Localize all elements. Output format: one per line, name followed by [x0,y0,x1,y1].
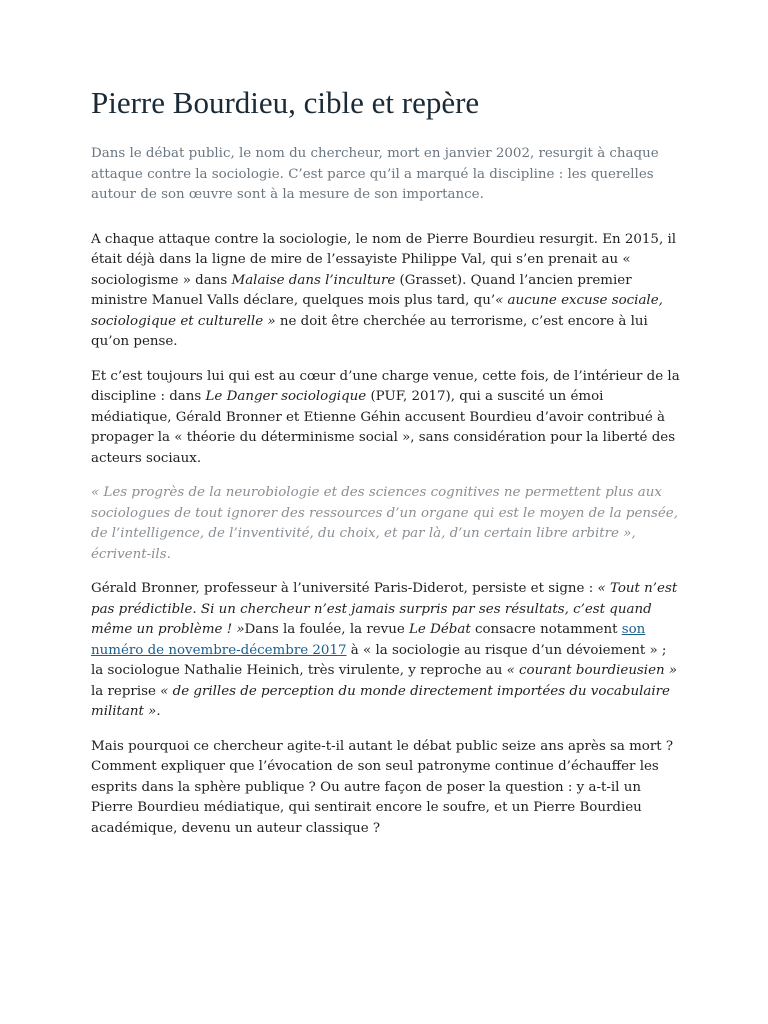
article [91,84,681,853]
paragraph-2-text-c: (PUF, 2017), qui a suscité un émoi médiatique, Gérald Bronner et Etienne Géhin accusent Bourdieu d’avoir contribué à propager la « théorie du déterminisme social », sans considération pour la liberté des acteurs sociaux. [91,389,676,466]
paragraph-5: Mais pourquoi ce chercheur agite-t-il autant le débat public seize ans après sa mort ? Comment expliquer que l’évocation de son seul patronyme continue d’échauffer les esprits dans la sphère publique ? Ou autre façon de poser la question : y a-t-il un Pierre Bourdieu médiatique, qui sentirait encore le soufre, et un Pierre Bourdieu académique, devenu un auteur classique ? [91,738,674,836]
paragraph-4 [91,579,681,723]
book-title-malaise: Malaise dans l’inculture [231,272,396,288]
paragraph-1-text-c: (Grasset). Quand l’ancien premier ministre Manuel Valls déclare, quelques mois plus tard, qu’ [91,272,632,308]
paragraph-4-text-f: à « la sociologie au risque d’un dévoiement » ; la sociologue Nathalie Heinich, très virulente, y reproche au [91,642,667,678]
article-title: Pierre Bourdieu, cible et repère [91,85,480,120]
book-title-danger: Le Danger sociologique [205,389,367,404]
issue-link[interactable]: son numéro de novembre-décembre 2017 [91,622,646,658]
paragraph-1-text-e: ne doit être cherchée au terrorisme, c’est encore à lui qu’on pense. [91,313,648,349]
paragraph-4-text-j: . [156,704,161,719]
block-quote: « Les progrès de la neurobiologie et des sciences cognitives ne permettent plus aux sociologues de tout ignorer des ressources d’un organe qui est le moyen de la pensée, de l’intelligence, de l’inventivité, du choix, et par là, d’un certain libre arbitre », écrivent-ils. [91,485,678,562]
paragraph-2-text-a: Et c’est toujours lui qui est au cœur d’une charge venue, cette fois, de l’intérieur de la discipline : dans [91,368,680,404]
paragraph-2 [91,367,681,470]
paragraph-4-text-c: Dans la foulée, la revue [244,622,410,637]
bronner-quote: « Tout n’est pas prédictible. Si un chercheur n’est jamais surpris par ses résultats, c’est quand même un problème ! » [91,581,678,637]
paragraph-4-text-h: la reprise [91,683,161,699]
valls-quote: « aucune excuse sociale, sociologique et culturelle » [91,293,663,329]
revue-title: Le Débat [409,622,471,637]
courant-quote: « courant bourdieusien » [506,663,678,678]
paragraph-1-text-a: A chaque attaque contre la sociologie, le nom de Pierre Bourdieu resurgit. En 2015, il était déjà dans la ligne de mire de l’essayiste Philippe Val, qui s’en prenait au « sociologisme » dans [91,231,677,288]
heinich-quote: « de grilles de perception du monde directement importées du vocabulaire militant » [91,683,670,719]
paragraph-1 [91,230,681,353]
paragraph-4-text-e: consacre notamment [470,622,622,637]
article-lead: Dans le débat public, le nom du chercheur, mort en janvier 2002, resurgit à chaque attaque contre la sociologie. C’est parce qu’il a marqué la discipline : les querelles autour de son œuvre sont à la mesure de son importance. [91,146,659,202]
paragraph-4-text-a: Gérald Bronner, professeur à l’université Paris-Diderot, persiste et signe : [91,581,598,596]
